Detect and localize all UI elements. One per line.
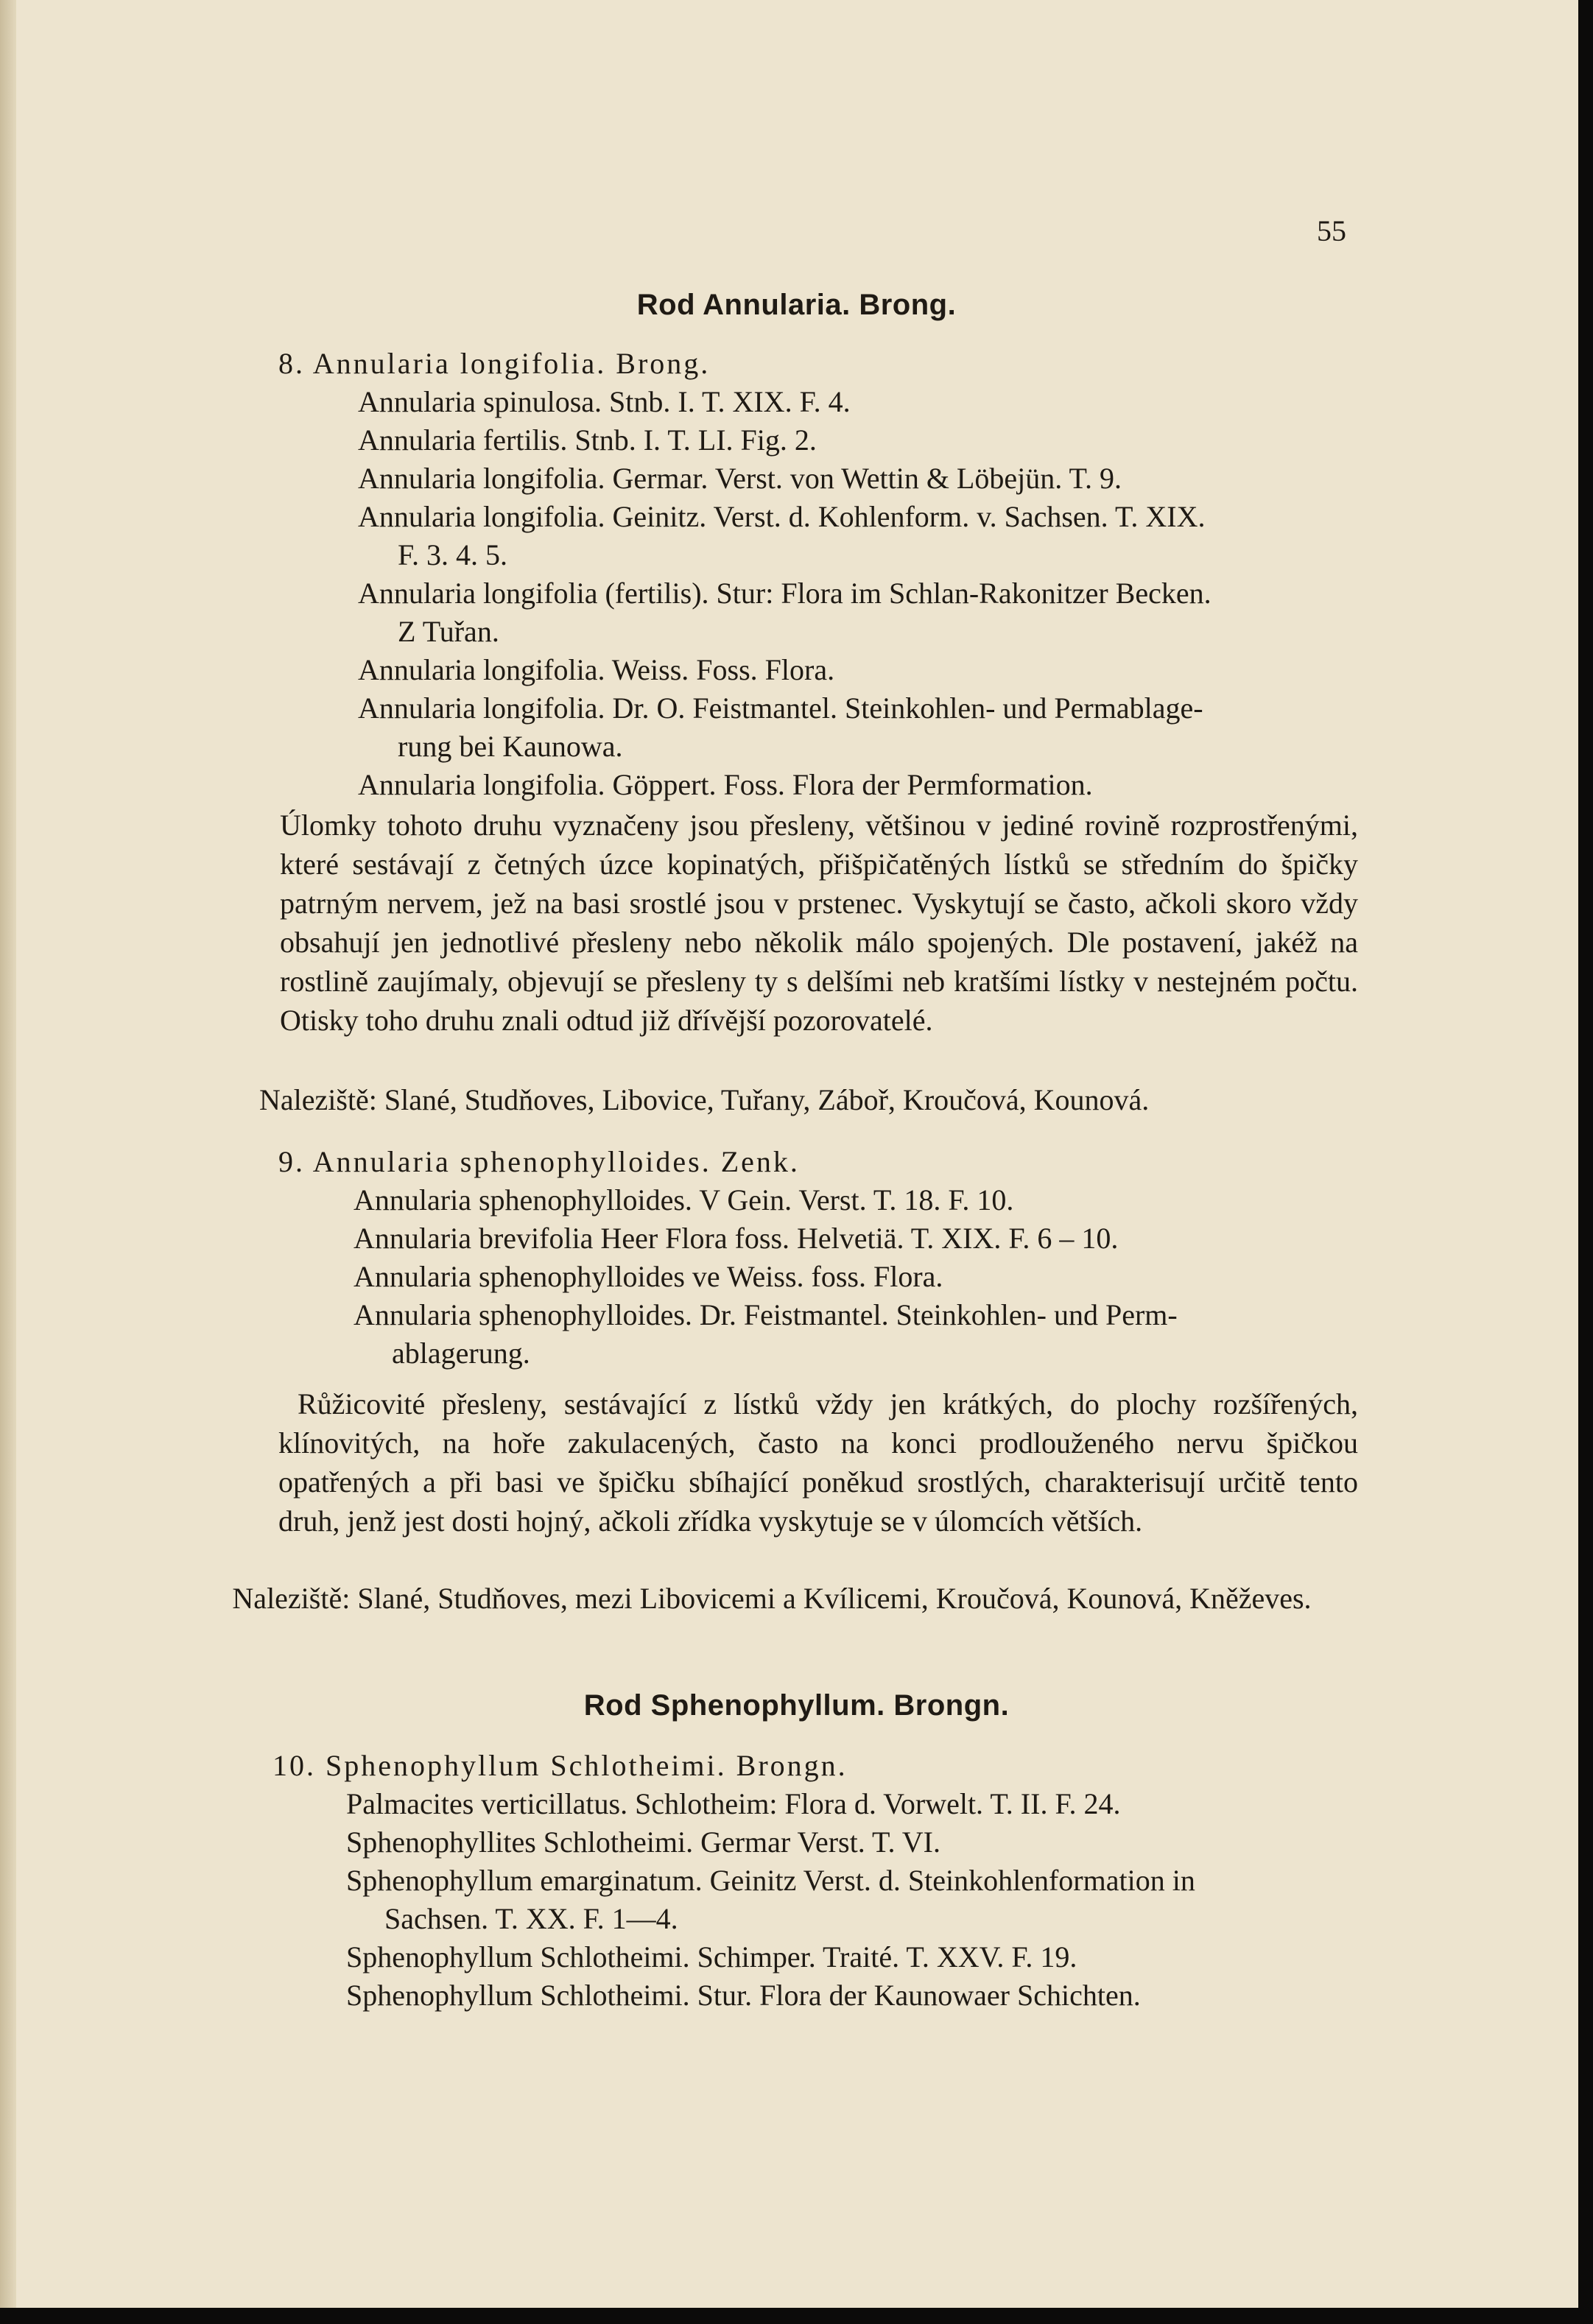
synonym-line: Annularia longifolia. Germar. Verst. von Wettin & Löbejün. T. 9. xyxy=(358,462,1122,495)
synonym-line: Annularia longifolia (fertilis). Stur: Flora im Schlan-Rakonitzer Becken. xyxy=(358,577,1212,610)
synonym-line: Annularia sphenophylloides. V Gein. Verst. T. 18. F. 10. xyxy=(354,1183,1014,1216)
synonym-line: Sphenophyllum emarginatum. Geinitz Verst. d. Steinkohlenformation in xyxy=(346,1864,1195,1897)
synonym-line: Annularia longifolia. Geinitz. Verst. d. Kohlenform. v. Sachsen. T. XIX. xyxy=(358,500,1206,533)
synonym-line: Annularia brevifolia Heer Flora foss. Helvetiä. T. XIX. F. 6 – 10. xyxy=(354,1222,1119,1255)
synonym-line: Annularia spinulosa. Stnb. I. T. XIX. F. 4. xyxy=(358,385,851,418)
localities-line: Naleziště: Slané, Studňoves, Libovice, Tuřany, Záboř, Kroučová, Kounová. xyxy=(259,1083,1150,1116)
synonym-line: Sphenophyllum Schlotheimi. Stur. Flora der Kaunowaer Schichten. xyxy=(346,1979,1141,2012)
synonym-line: Annularia sphenophylloides ve Weiss. foss. Flora. xyxy=(354,1260,943,1293)
scan-border-bottom xyxy=(0,2308,1593,2324)
synonym-line: Sphenophyllites Schlotheimi. Germar Verst. T. VI. xyxy=(346,1825,940,1859)
synonym-line: rung bei Kaunowa. xyxy=(398,730,623,763)
page-number: 55 xyxy=(1317,214,1346,247)
synonym-line: Z Tuřan. xyxy=(398,615,499,648)
synonym-line: Sphenophyllum Schlotheimi. Schimper. Traité. T. XXV. F. 19. xyxy=(346,1940,1077,1973)
synonym-line: F. 3. 4. 5. xyxy=(398,538,508,571)
synonym-line: ablagerung. xyxy=(392,1337,530,1370)
species-title-9: 9. Annularia sphenophylloides. Zenk. xyxy=(278,1145,800,1178)
synonym-line: Palmacites verticillatus. Schlotheim: Flora d. Vorwelt. T. II. F. 24. xyxy=(346,1787,1121,1820)
synonym-line: Sachsen. T. XX. F. 1—4. xyxy=(384,1902,678,1935)
species-title-10: 10. Sphenophyllum Schlotheimi. Brongn. xyxy=(272,1749,848,1782)
synonym-line: Annularia sphenophylloides. Dr. Feistmantel. Steinkohlen- und Perm- xyxy=(354,1298,1178,1331)
species-description: Úlomky tohoto druhu vyznačeny jsou přesleny, většinou v jediné rovině rozprostřenými, které sestávají z četných úzce kopinatých, přišpičatěných lístků se středním do špičky patrným nervem, jež na basi srostlé jsou v prstenec. Vyskytují se často, ačkoli skoro vždy obsahují jen jednotlivé přesleny nebo několik málo spojených. Dle postavení, jakéž na rostlině zaujímaly, objevují se přesleny ty s delšími neb kratšími lístky v nestejném počtu. Otisky toho druhu znali odtud již dřívější pozorovatelé. xyxy=(280,809,1358,1037)
localities-line: Naleziště: Slané, Studňoves, mezi Libovicemi a Kvílicemi, Kroučová, Kounová, Kněževes. xyxy=(232,1582,1312,1615)
scan-border-right xyxy=(1578,0,1593,2324)
book-spine-shadow xyxy=(0,0,16,2324)
species-description: Růžicovité přesleny, sestávající z lístků vždy jen krátkých, do plochy rozšířených, klínovitých, na hoře zakulacených, často na konci prodlouženého nervu špičkou opatřených a při basi ve špičku sbíhající poněkud srostlých, charakterisují určitě tento druh, jenž jest dosti hojný, ačkoli zřídka vyskytuje se v úlomcích větších. xyxy=(278,1387,1358,1538)
section-heading-annularia: Rod Annularia. Brong. xyxy=(636,289,957,321)
synonym-line: Annularia longifolia. Weiss. Foss. Flora. xyxy=(358,653,835,686)
synonym-line: Annularia fertilis. Stnb. I. T. LI. Fig. 2. xyxy=(358,423,817,457)
species-title-8: 8. Annularia longifolia. Brong. xyxy=(278,347,711,380)
synonym-line: Annularia longifolia. Göppert. Foss. Flora der Permformation. xyxy=(358,768,1093,801)
section-heading-sphenophyllum: Rod Sphenophyllum. Brongn. xyxy=(583,1689,1010,1722)
synonym-line: Annularia longifolia. Dr. O. Feistmantel. Steinkohlen- und Permablage- xyxy=(358,691,1203,725)
